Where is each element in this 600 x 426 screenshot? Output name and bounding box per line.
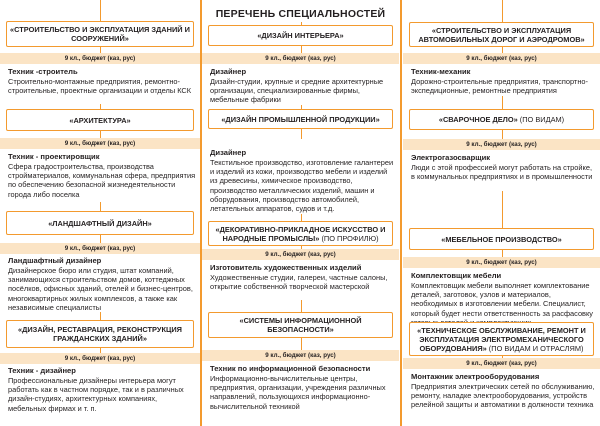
section-heading xyxy=(208,221,393,246)
section-heading-text: «ДИЗАЙН ИНТЕРЬЕРА» xyxy=(257,31,344,40)
section-heading xyxy=(208,109,393,129)
admission-band: 9 кл., бюджет (каз, рус) xyxy=(0,353,200,364)
profession-description: Дизайн-студии, крупные и средние архитектурные организации, специализированные фирмы, мебельные фабрики xyxy=(210,77,384,105)
connector-line xyxy=(100,0,101,22)
admission-band: 9 кл., бюджет (каз, рус) xyxy=(0,53,200,64)
section-heading xyxy=(208,312,393,338)
section-heading xyxy=(6,21,194,47)
profession-description: Профессиональные дизайнеры интерьера могут работать как в частном порядке, так и в различных дизайн-студиях, архитектурных компаниях, мебельных фирмах и т. п. xyxy=(8,376,184,413)
admission-band: 9 кл., бюджет (каз, рус) xyxy=(0,243,200,254)
profession-title: Комплектовщик мебели xyxy=(411,271,502,280)
profession-description: Текстильное производство, изготовление галантереи и изделий из кожи, производство мебели и изделий из древесины, химическое производство, производство металлических изделий, машин и оборудования, производство автомобилей, летательных аппаратов, судов и т.д. xyxy=(210,158,394,214)
section-heading xyxy=(409,109,594,130)
profession-title: Дизайнер xyxy=(210,67,247,76)
section-heading xyxy=(6,320,194,348)
section-heading-name: «ДЕКОРАТИВНО-ПРИКЛАДНОЕ ИСКУССТВО И НАРОДНЫЕ ПРОМЫСЛЫ» xyxy=(215,224,386,243)
profession-description: Дорожно-строительные предприятия, транспортно-экспедиционные, ремонтные предприятия xyxy=(411,77,588,96)
profession-description: Информационно-вычислительные центры, предприятия, организации, учреждения различных направлений, пользующихся информационно-вычислительной техникой xyxy=(210,374,386,411)
section-heading-text: «СТРОИТЕЛЬСТВО И ЭКСПЛУАТАЦИЯ АВТОМОБИЛЬНЫХ ДОРОГ И АЭРОДРОМОВ» xyxy=(418,25,585,44)
section-heading xyxy=(409,322,594,356)
admission-band: 9 кл., бюджет (каз, рус) xyxy=(403,358,600,369)
section-heading xyxy=(6,109,194,131)
section-heading-text: «МЕБЕЛЬНОЕ ПРОИЗВОДСТВО» xyxy=(441,234,562,244)
admission-band: 9 кл., бюджет (каз, рус) xyxy=(403,257,600,268)
connector-line xyxy=(502,96,503,110)
profession-title: Техник - проектировщик xyxy=(8,152,100,161)
section-heading-qualifier: (ПО ВИДАМ И ОТРАСЛЯМ) xyxy=(486,343,584,353)
admission-band: 9 кл., бюджет (каз, рус) xyxy=(202,350,399,361)
admission-band: 9 кл., бюджет (каз, рус) xyxy=(0,138,200,149)
profession-description: Дизайнерское бюро или студия, штат компаний, занимающихся строительством домов, коттеджных посёлков, офисных зданий, отелей и бизнес-центров, многоквартирных жилых комплексов, а также как независимые специалисты xyxy=(8,266,193,312)
section-heading xyxy=(409,22,594,47)
profession-title: Техник - дизайнер xyxy=(8,366,76,375)
section-heading xyxy=(409,228,594,250)
section-heading-text xyxy=(413,326,590,353)
section-heading xyxy=(208,25,393,46)
connector-line xyxy=(502,191,503,229)
section-heading-text xyxy=(439,115,564,124)
profession-description: Сфера градостроительства, производства стройматериалов, коммунальная сфера, предприятия по обеспечению безопасной жизнедеятельности города либо поселка xyxy=(8,162,196,199)
profession-description: Люди с этой профессией могут работать на стройке, в коммунальных предприятиях и в промышленности xyxy=(411,163,593,182)
connector-line xyxy=(502,0,503,23)
profession-description: Предприятия электрических сетей по обслуживанию, ремонту, наладке электрооборудования, устройств релейной защиты и автоматики в должности техника xyxy=(411,382,595,410)
profession-title: Техник по информационной безопасности xyxy=(210,364,371,373)
section-heading-name: «СВАРОЧНОЕ ДЕЛО» xyxy=(438,115,518,124)
section-heading-text xyxy=(212,225,389,243)
section-heading-qualifier: (ПО ПРОФИЛЮ) xyxy=(319,233,379,243)
column-left xyxy=(0,0,200,426)
profession-title: Дизайнер xyxy=(210,148,247,157)
profession-title: Ландшафтный дизайнер xyxy=(8,256,102,265)
profession-description: Строительно-монтажные предприятия, ремонтно-строительные, проектные организации и отделы КСК xyxy=(8,77,192,96)
profession-description: Художественные студии, галереи, частные салоны, открытие собственной творческой мастерской xyxy=(210,273,388,292)
admission-band: 9 кл., бюджет (каз, рус) xyxy=(403,53,600,64)
section-heading-text: «АРХИТЕКТУРА» xyxy=(69,115,131,125)
section-heading-text: «ДИЗАЙН ПРОМЫШЛЕННОЙ ПРОДУКЦИИ» xyxy=(221,114,380,124)
page-title: ПЕРЕЧЕНЬ СПЕЦИАЛЬНОСТЕЙ xyxy=(215,8,386,20)
connector-line xyxy=(301,129,302,139)
profession-title: Электрогазосварщик xyxy=(411,153,491,162)
section-heading-text: «ЛАНДШАФТНЫЙ ДИЗАЙН» xyxy=(48,218,152,228)
profession-title: Техник -строитель xyxy=(8,67,78,76)
profession-description: Комплектовщик мебели выполняет комплектование деталей, заготовок, узлов и материалов, необходимых в изготовлении мебели. Специалист, который будет нести ответственность за расфасовку xyxy=(411,281,593,318)
column-divider-right xyxy=(400,0,402,426)
profession-title: Монтажник электрооборудования xyxy=(411,372,540,381)
profession-title: Техник-механик xyxy=(411,67,471,76)
profession-title: Изготовитель художественных изделий xyxy=(210,263,362,272)
section-heading-text: «СИСТЕМЫ ИНФОРМАЦИОННОЙ БЕЗОПАСНОСТИ» xyxy=(239,316,362,334)
section-heading-qualifier: (ПО ВИДАМ) xyxy=(517,115,565,124)
column-middle xyxy=(202,0,399,426)
admission-band: 9 кл., бюджет (каз, рус) xyxy=(202,249,399,260)
admission-band: 9 кл., бюджет (каз, рус) xyxy=(403,139,600,150)
admission-band: 9 кл., бюджет (каз, рус) xyxy=(202,53,399,64)
column-right xyxy=(403,0,600,426)
section-heading-name: «ТЕХНИЧЕСКОЕ ОБСЛУЖИВАНИЕ, РЕМОНТ И ЭКСПЛУАТАЦИЯ ЭЛЕКТРОМЕХАНИЧЕСКОГО ОБОРУДОВАНИЯ» xyxy=(417,325,586,353)
section-heading-text: «СТРОИТЕЛЬСТВО И ЭКСПЛУАТАЦИЯ ЗДАНИЙ И СООРУЖЕНИЙ» xyxy=(10,25,190,43)
section-heading-text: «ДИЗАЙН, РЕСТАВРАЦИЯ, РЕКОНСТРУКЦИЯ ГРАЖДАНСКИХ ЗДАНИЙ» xyxy=(18,325,182,343)
section-heading xyxy=(6,211,194,235)
